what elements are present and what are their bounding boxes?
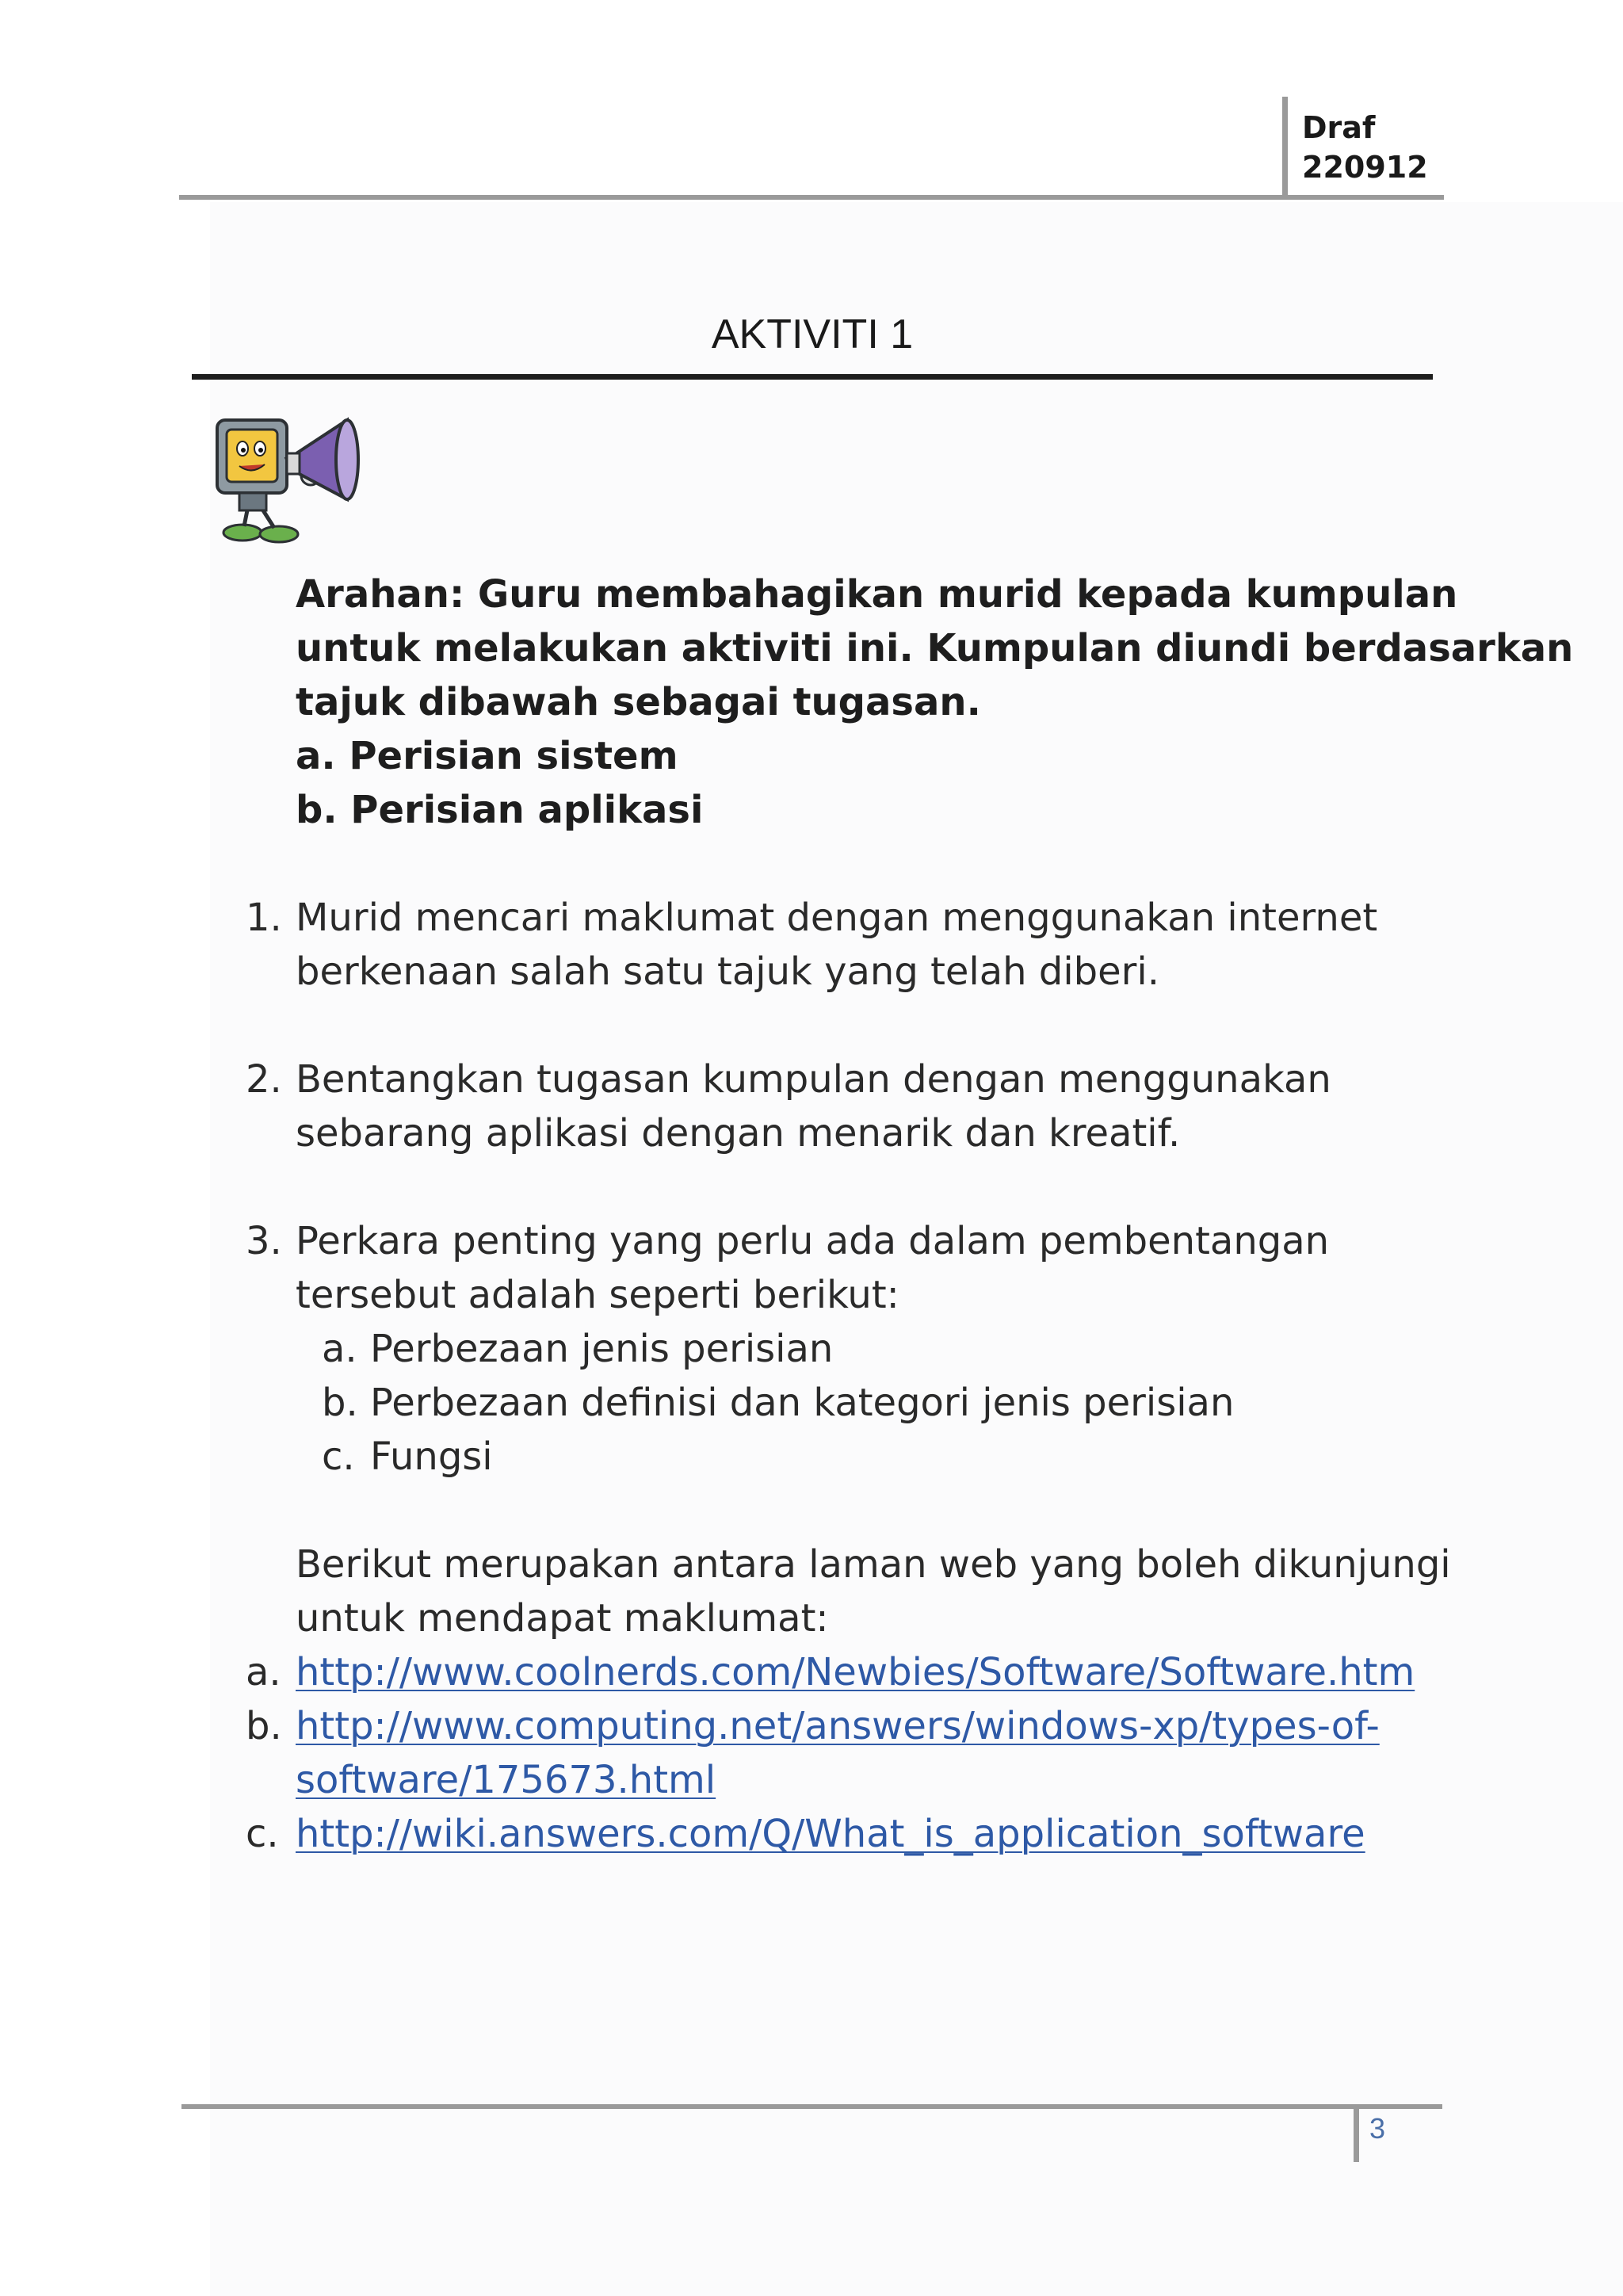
task-line: Perkara penting yang perlu ada dalam pembentangan xyxy=(296,1219,1330,1263)
subitem-text: Fungsi xyxy=(370,1435,493,1479)
instruction-line: tajuk dibawah sebagai tugasan. xyxy=(296,680,981,724)
websites-intro-line: Berikut merupakan antara laman web yang boleh dikunjungi xyxy=(296,1542,1451,1587)
subitem-letter: a. xyxy=(322,1327,357,1371)
coolnerds-link[interactable]: http://www.coolnerds.com/Newbies/Software/Software.htm xyxy=(296,1650,1415,1694)
subitem-text: Perbezaan definisi dan kategori jenis perisian xyxy=(370,1381,1235,1425)
footer-vertical-rule xyxy=(1354,2108,1359,2162)
subitem-text: Perbezaan jenis perisian xyxy=(370,1327,834,1371)
instruction-option: b. Perisian aplikasi xyxy=(296,788,704,832)
task-line: berkenaan salah satu tajuk yang telah diberi. xyxy=(296,949,1159,994)
subitem-letter: b. xyxy=(322,1381,358,1425)
link-letter: c. xyxy=(246,1812,279,1856)
task-line: sebarang aplikasi dengan menarik dan kreatif. xyxy=(296,1111,1181,1156)
link-letter: b. xyxy=(246,1704,282,1748)
subitem-letter: c. xyxy=(322,1435,355,1479)
instruction-option: a. Perisian sistem xyxy=(296,734,678,778)
task-number: 3. xyxy=(246,1219,282,1263)
instruction-line: Arahan: Guru membahagikan murid kepada kumpulan xyxy=(296,572,1458,617)
task-number: 1. xyxy=(246,896,282,940)
footer-rule xyxy=(181,2104,1442,2109)
computing-net-link-continued[interactable]: software/175673.html xyxy=(296,1758,716,1802)
draft-label: Draf xyxy=(1302,110,1376,145)
websites-intro-line: untuk mendapat maklumat: xyxy=(296,1596,829,1641)
task-line: tersebut adalah seperti berikut: xyxy=(296,1273,899,1317)
task-number: 2. xyxy=(246,1057,282,1102)
page-number: 3 xyxy=(1369,2112,1386,2145)
link-letter: a. xyxy=(246,1650,281,1694)
wiki-answers-link[interactable]: http://wiki.answers.com/Q/What_is_application_software xyxy=(296,1812,1365,1856)
task-line: Bentangkan tugasan kumpulan dengan menggunakan xyxy=(296,1057,1331,1102)
draft-code: 220912 xyxy=(1302,150,1428,185)
page-title: AKTIVITI 1 xyxy=(711,311,914,357)
task-line: Murid mencari maklumat dengan menggunakan internet xyxy=(296,896,1378,940)
instruction-line: untuk melakukan aktiviti ini. Kumpulan diundi berdasarkan xyxy=(296,626,1574,670)
computing-net-link[interactable]: http://www.computing.net/answers/windows-xp/types-of- xyxy=(296,1704,1380,1748)
